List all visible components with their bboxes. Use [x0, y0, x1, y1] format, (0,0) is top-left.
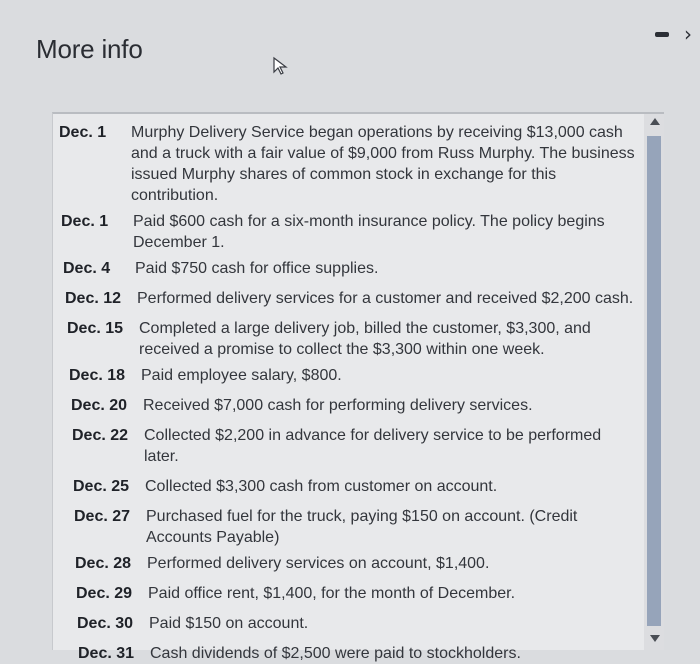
mouse-cursor-icon: [272, 56, 290, 76]
transaction-text: Collected $3,300 cash from customer on account.: [145, 478, 498, 495]
transaction-text: Completed a large delivery job, billed the customer, $3,300, and received a promise to collect the $3,300 within one week.: [139, 320, 591, 358]
transaction-row: [59, 506, 639, 548]
transaction-row: [59, 258, 639, 279]
info-panel: [52, 112, 664, 662]
transaction-row: [59, 553, 639, 574]
transaction-date: Dec. 25: [73, 478, 130, 495]
transaction-text: Performed delivery services for a customer and received $2,200 cash.: [137, 290, 634, 307]
transaction-text: Received $7,000 cash for performing delivery services.: [143, 397, 533, 414]
transaction-date: Dec. 28: [75, 555, 132, 572]
transaction-date: Dec. 15: [67, 320, 124, 337]
transaction-date: Dec. 30: [77, 615, 134, 632]
transaction-date: Dec. 1: [59, 124, 107, 141]
transaction-text: Cash dividends of $2,500 were paid to stockholders.: [150, 645, 521, 662]
scrollbar-thumb[interactable]: [647, 136, 661, 626]
transaction-row: [59, 365, 639, 386]
scroll-up-icon[interactable]: [650, 118, 660, 125]
transaction-text: Purchased fuel for the truck, paying $150 on account. (Credit Accounts Payable): [146, 508, 578, 546]
transaction-date: Dec. 22: [72, 427, 129, 444]
transaction-row: [59, 395, 639, 416]
transaction-row: [59, 122, 639, 206]
close-icon[interactable]: ›: [684, 22, 692, 46]
transaction-row: [59, 613, 639, 634]
transaction-date: Dec. 29: [76, 585, 133, 602]
transaction-date: Dec. 18: [69, 367, 126, 384]
transaction-text: Paid $600 cash for a six-month insurance policy. The policy begins December 1.: [133, 213, 605, 251]
vertical-scrollbar[interactable]: [644, 114, 664, 650]
transaction-row: [59, 288, 639, 309]
transaction-text: Paid office rent, $1,400, for the month of December.: [148, 585, 516, 602]
transaction-row: [59, 211, 639, 253]
transaction-text: Paid employee salary, $800.: [141, 367, 342, 384]
transaction-row: [59, 425, 639, 467]
transaction-date: Dec. 31: [78, 645, 135, 662]
transaction-row: [59, 476, 639, 497]
scroll-down-icon[interactable]: [650, 635, 660, 642]
transaction-row: [59, 643, 639, 664]
transaction-date: Dec. 1: [61, 213, 109, 230]
dialog-title: More info: [36, 34, 143, 64]
transaction-text: Paid $750 cash for office supplies.: [135, 260, 379, 277]
transaction-date: Dec. 4: [63, 260, 111, 277]
transaction-date: Dec. 27: [74, 508, 131, 525]
transaction-text: Collected $2,200 in advance for delivery service to be performed later.: [144, 427, 602, 465]
transaction-list: [59, 122, 639, 664]
transaction-text: Paid $150 on account.: [149, 615, 309, 632]
minimize-icon[interactable]: [655, 32, 669, 37]
transaction-row: [59, 318, 639, 360]
transaction-text: Murphy Delivery Service began operations by receiving $13,000 cash and a truck with a fair value of $9,000 from Russ Murphy. The business issued Murphy shares of common stock in exchange for this contribution.: [131, 124, 635, 204]
transaction-date: Dec. 12: [65, 290, 122, 307]
transaction-text: Performed delivery services on account, $1,400.: [147, 555, 490, 572]
transaction-date: Dec. 20: [71, 397, 128, 414]
transaction-row: [59, 583, 639, 604]
